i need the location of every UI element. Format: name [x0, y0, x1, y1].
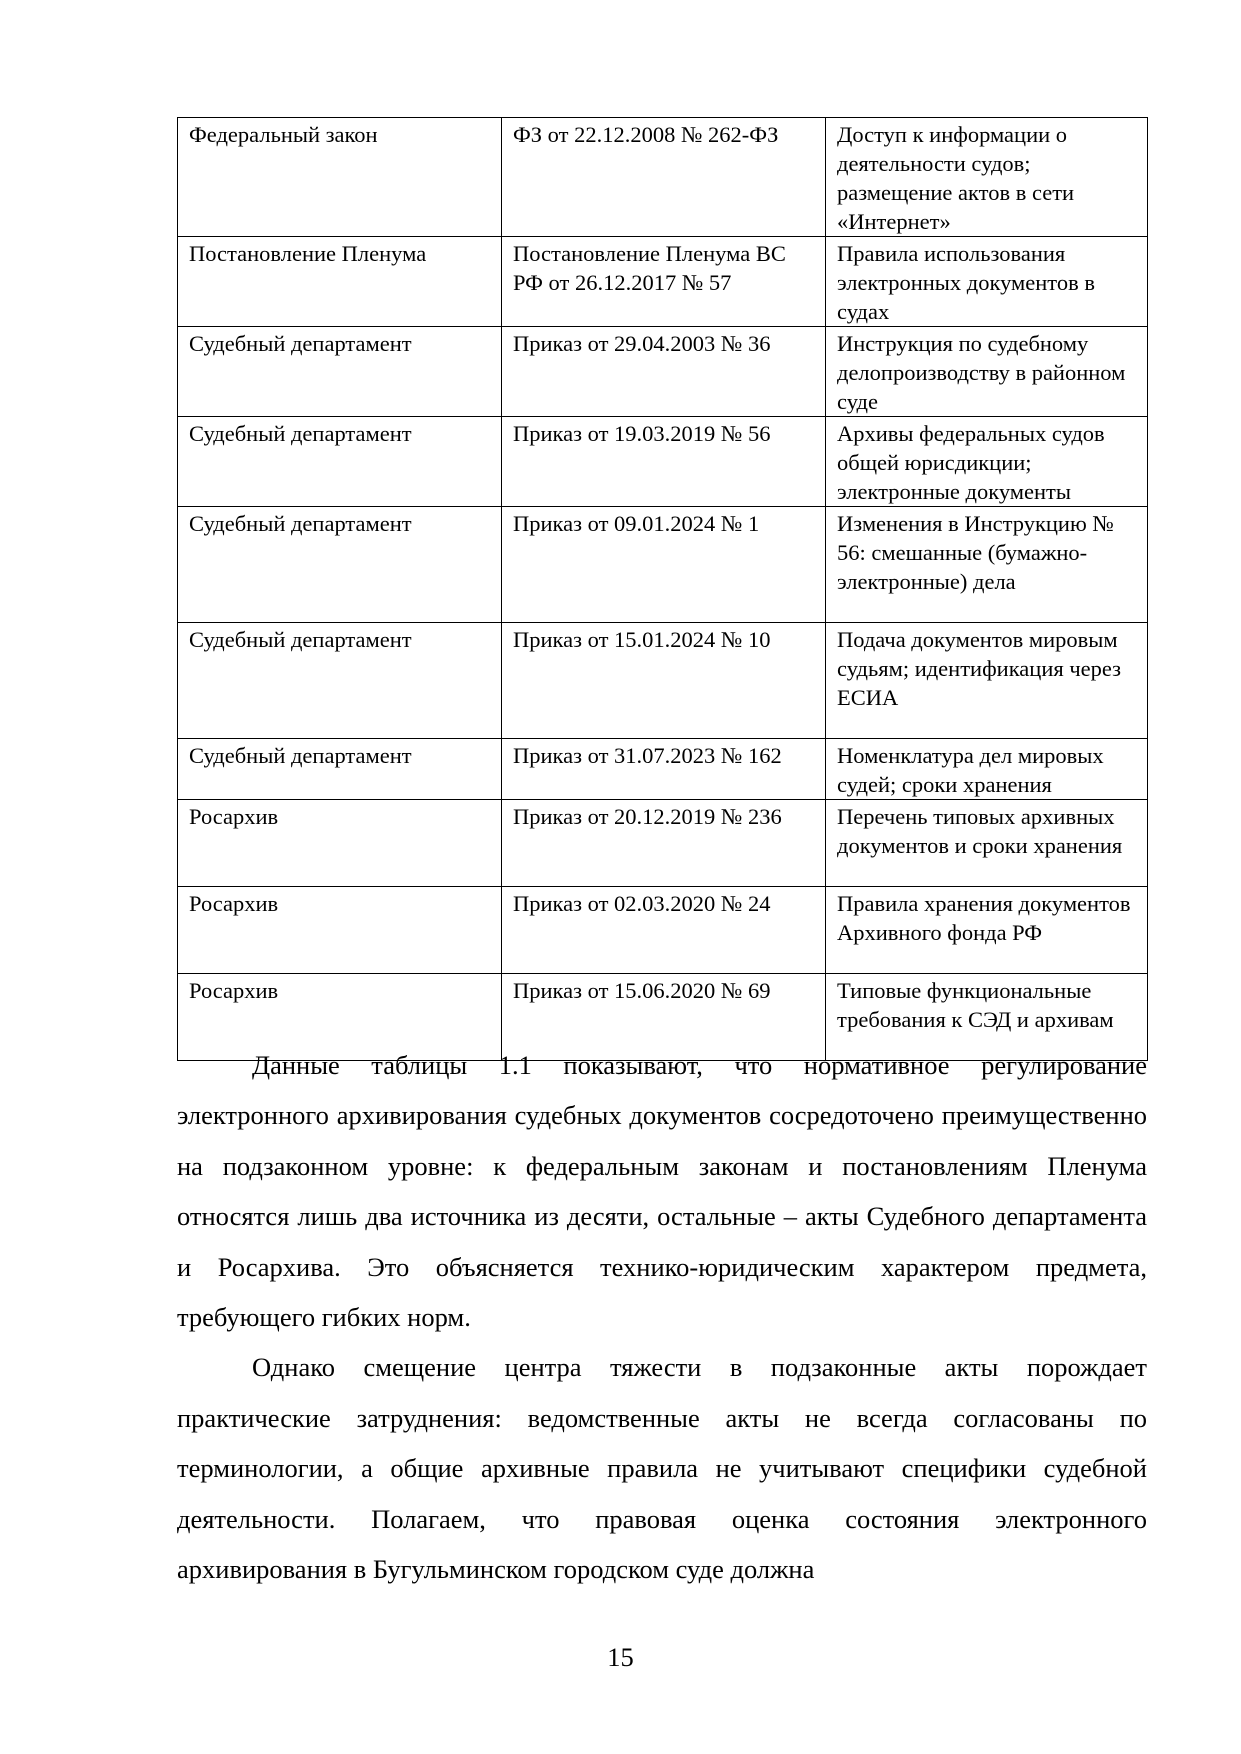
regulations-table: [177, 117, 1148, 1061]
act-reference-cell: ФЗ от 22.12.2008 № 262-ФЗ: [502, 118, 826, 237]
act-subject-cell: Номенклатура дел мировых судей; сроки хранения: [826, 739, 1148, 800]
table-row: [178, 327, 1148, 417]
act-reference-cell: Постановление Пленума ВС РФ от 26.12.2017 № 57: [502, 237, 826, 327]
act-subject-cell: Правила хранения документов Архивного фонда РФ: [826, 887, 1148, 974]
table-row: [178, 887, 1148, 974]
table-row: [178, 118, 1148, 237]
table-row: [178, 800, 1148, 887]
act-type-cell: Федеральный закон: [178, 118, 502, 237]
act-subject-cell: Перечень типовых архивных документов и сроки хранения: [826, 800, 1148, 887]
act-subject-cell: Инструкция по судебному делопроизводству в районном суде: [826, 327, 1148, 417]
act-reference-cell: Приказ от 29.04.2003 № 36: [502, 327, 826, 417]
act-subject-cell: Доступ к информации о деятельности судов; размещение актов в сети «Интернет»: [826, 118, 1148, 237]
act-reference-cell: Приказ от 15.01.2024 № 10: [502, 623, 826, 739]
act-subject-cell: Подача документов мировым судьям; идентификация через ЕСИА: [826, 623, 1148, 739]
act-reference-cell: Приказ от 31.07.2023 № 162: [502, 739, 826, 800]
act-type-cell: Росархив: [178, 800, 502, 887]
act-reference-cell: Приказ от 15.06.2020 № 69: [502, 974, 826, 1061]
act-type-cell: Судебный департамент: [178, 507, 502, 623]
body-text: [177, 1040, 1147, 1594]
act-subject-cell: Типовые функциональные требования к СЭД и архивам: [826, 974, 1148, 1061]
table-row: [178, 507, 1148, 623]
act-type-cell: Судебный департамент: [178, 623, 502, 739]
table-row: [178, 417, 1148, 507]
act-subject-cell: Изменения в Инструкцию № 56: смешанные (бумажно-электронные) дела: [826, 507, 1148, 623]
act-type-cell: Судебный департамент: [178, 327, 502, 417]
act-type-cell: Росархив: [178, 887, 502, 974]
act-type-cell: Постановление Пленума: [178, 237, 502, 327]
body-paragraph: Однако смещение центра тяжести в подзаконные акты порождает практические затруднения: ведомственные акты не всегда согласованы по терминологии, а общие архивные правила не учитывают специфики судебной деятельности. Полагаем, что правовая оценка состояния электронного архивирования в Бугульминском городском суде должна: [177, 1352, 1147, 1585]
table-row: [178, 237, 1148, 327]
act-reference-cell: Приказ от 20.12.2019 № 236: [502, 800, 826, 887]
table-row: [178, 739, 1148, 800]
act-type-cell: Росархив: [178, 974, 502, 1061]
table-row: [178, 623, 1148, 739]
act-reference-cell: Приказ от 02.03.2020 № 24: [502, 887, 826, 974]
act-reference-cell: Приказ от 19.03.2019 № 56: [502, 417, 826, 507]
body-paragraph: Данные таблицы 1.1 показывают, что нормативное регулирование электронного архивирования судебных документов сосредоточено преимущественно на подзаконном уровне: к федеральным законам и постановлениям Пленума относятся лишь два источника из десяти, остальные – акты Судебного департамента и Росархива. Это объясняется технико-юридическим характером предмета, требующего гибких норм.: [177, 1050, 1147, 1333]
act-subject-cell: Архивы федеральных судов общей юрисдикции; электронные документы: [826, 417, 1148, 507]
act-reference-cell: Приказ от 09.01.2024 № 1: [502, 507, 826, 623]
page-number: 15: [607, 1642, 634, 1672]
act-type-cell: Судебный департамент: [178, 417, 502, 507]
regulations-table-body: [178, 118, 1148, 1061]
act-type-cell: Судебный департамент: [178, 739, 502, 800]
act-subject-cell: Правила использования электронных документов в судах: [826, 237, 1148, 327]
